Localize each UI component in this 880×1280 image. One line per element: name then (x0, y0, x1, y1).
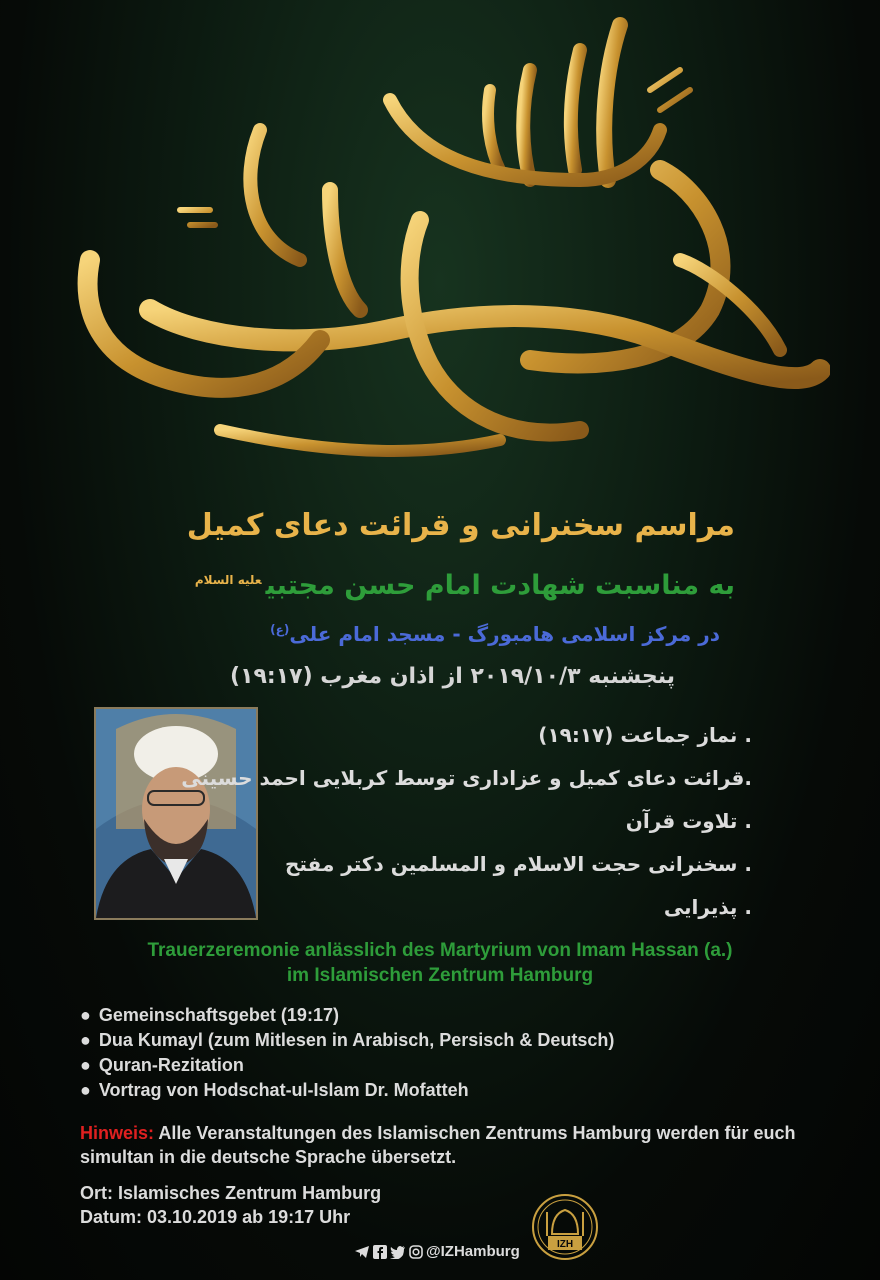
program-list-fa (181, 715, 752, 930)
izh-logo (530, 1192, 600, 1262)
program-item-fa: .قرائت دعای کمیل و عزاداری توسط کربلایی احمد حسینی (181, 766, 752, 790)
heading-line-1: Trauerzeremonie anlässlich des Martyrium von Imam Hassan (a.) (147, 940, 733, 961)
bullet: ● (80, 1030, 91, 1050)
event-place-fa (270, 622, 720, 646)
program-item-de (80, 1053, 614, 1078)
place-text: در مرکز اسلامی هامبورگ - مسجد امام علی (289, 622, 720, 646)
program-item-de (80, 1003, 614, 1028)
facebook-icon (373, 1245, 387, 1259)
social-handle: @IZHamburg (426, 1243, 520, 1260)
event-subtitle-fa (195, 570, 735, 601)
program-item-text: Dua Kumayl (zum Mitlesen in Arabisch, Persisch & Deutsch) (98, 1030, 615, 1050)
program-item-fa: . تلاوت قرآن (625, 809, 752, 833)
location-date-block (80, 1181, 381, 1229)
program-item-fa: . نماز جماعت (۱۹:۱۷) (538, 723, 752, 747)
bullet: ● (80, 1080, 91, 1100)
program-item-de (80, 1078, 614, 1103)
twitter-icon (390, 1245, 406, 1259)
program-item-text: Gemeinschaftsgebet (19:17) (98, 1005, 339, 1025)
date-text: Datum: 03.10.2019 ab 19:17 Uhr (80, 1207, 351, 1227)
bullet: ● (80, 1005, 91, 1025)
honorific: علیه السلام (194, 573, 262, 587)
event-date-fa: پنجشنبه ۲۰۱۹/۱۰/۳ از اذان مغرب (۱۹:۱۷) (230, 664, 675, 689)
logo-text: IZH (556, 1239, 574, 1250)
event-heading-de (0, 938, 880, 988)
instagram-icon (409, 1245, 423, 1259)
note-label: Hinweis: (80, 1123, 155, 1143)
program-item-de (80, 1028, 614, 1053)
place-honorific: (ع) (270, 622, 290, 637)
program-item-fa: . سخنرانی حجت الاسلام و المسلمین دکتر مفتح (284, 852, 752, 876)
program-list-de (80, 1003, 614, 1103)
bullet: ● (80, 1055, 91, 1075)
program-item-text: Vortrag von Hodschat-ul-Islam Dr. Mofatteh (98, 1080, 469, 1100)
social-links (354, 1243, 520, 1260)
program-item-fa: . پذیرایی (663, 895, 752, 919)
event-title-fa: مراسم سخنرانی و قرائت دعای کمیل (186, 508, 735, 543)
location-text: Ort: Islamisches Zentrum Hamburg (80, 1183, 382, 1203)
telegram-icon (354, 1245, 370, 1259)
subtitle-text: به مناسبت شهادت امام حسن مجتبی (265, 570, 735, 601)
heading-line-2: im Islamischen Zentrum Hamburg (286, 965, 594, 986)
program-item-text: Quran-Rezitation (98, 1055, 244, 1075)
calligraphy-artwork (60, 10, 830, 480)
translation-note (80, 1121, 800, 1169)
note-text: Alle Veranstaltungen des Islamischen Zentrums Hamburg werden für euch simultan in die deutsche Sprache übersetzt. (80, 1123, 796, 1167)
